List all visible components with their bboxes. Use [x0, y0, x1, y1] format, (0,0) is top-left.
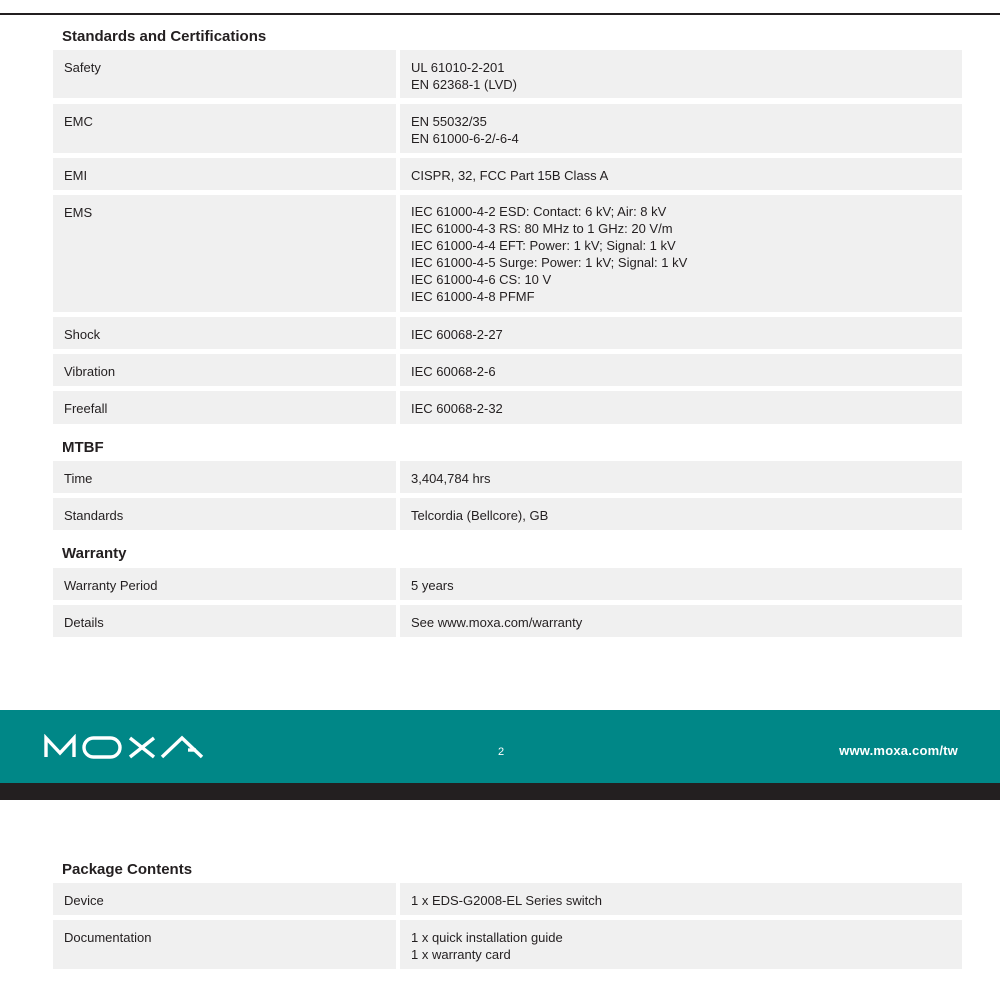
table-row	[53, 158, 962, 190]
value-line: IEC 61000-4-8 PFMF	[411, 289, 535, 304]
value-line: IEC 60068-2-27	[411, 327, 503, 342]
value-line: 1 x warranty card	[411, 947, 511, 962]
row-label: Details	[53, 605, 396, 637]
row-label: Warranty Period	[53, 568, 396, 600]
row-value	[400, 391, 962, 424]
value-line: IEC 61000-4-6 CS: 10 V	[411, 272, 552, 287]
row-value	[400, 920, 962, 969]
footer-dark-strip	[0, 783, 1000, 800]
value-line: IEC 61000-4-4 EFT: Power: 1 kV; Signal: 1 kV	[411, 238, 676, 253]
table-row	[53, 498, 962, 530]
row-label: Device	[53, 883, 396, 915]
table-row	[53, 50, 962, 98]
value-line: EN 55032/35	[411, 114, 487, 129]
section-title-package-contents: Package Contents	[62, 861, 193, 878]
section-title-warranty: Warranty	[62, 545, 127, 562]
table-row	[53, 104, 962, 153]
section-title-mtbf: MTBF	[62, 439, 104, 456]
value-line: 1 x quick installation guide	[411, 930, 563, 945]
row-label: Time	[53, 461, 396, 493]
table-row	[53, 354, 962, 386]
value-line: Telcordia (Bellcore), GB	[411, 508, 549, 523]
table-row	[53, 195, 962, 312]
row-value	[400, 158, 962, 190]
row-label: Safety	[53, 50, 396, 98]
row-value	[400, 568, 962, 600]
value-line: IEC 61000-4-5 Surge: Power: 1 kV; Signal: 1 kV	[411, 255, 688, 270]
row-label: Vibration	[53, 354, 396, 386]
table-row	[53, 883, 962, 915]
row-label: EMI	[53, 158, 396, 190]
top-rule	[0, 13, 1000, 15]
value-line: 1 x EDS-G2008-EL Series switch	[411, 893, 602, 908]
section-title-standards: Standards and Certifications	[62, 28, 267, 45]
value-line: IEC 61000-4-3 RS: 80 MHz to 1 GHz: 20 V/m	[411, 221, 673, 236]
value-line: CISPR, 32, FCC Part 15B Class A	[411, 168, 609, 183]
row-value	[400, 498, 962, 530]
row-value	[400, 195, 962, 312]
value-line: UL 61010-2-201	[411, 60, 505, 75]
page-number: 2	[498, 746, 505, 758]
value-line: EN 61000-6-2/-6-4	[411, 131, 519, 146]
table-row	[53, 568, 962, 600]
row-value	[400, 605, 962, 637]
footer-url[interactable]: www.moxa.com/tw	[839, 743, 958, 758]
row-label: Shock	[53, 317, 396, 349]
table-row	[53, 920, 962, 969]
value-line: See www.moxa.com/warranty	[411, 615, 583, 630]
table-row	[53, 391, 962, 424]
row-value	[400, 461, 962, 493]
row-label: Documentation	[53, 920, 396, 969]
value-line: IEC 60068-2-32	[411, 401, 503, 416]
value-line: 5 years	[411, 578, 454, 593]
value-line: EN 62368-1 (LVD)	[411, 77, 517, 92]
row-value	[400, 354, 962, 386]
row-value	[400, 104, 962, 153]
value-line: IEC 61000-4-2 ESD: Contact: 6 kV; Air: 8 kV	[411, 204, 667, 219]
value-line: 3,404,784 hrs	[411, 471, 491, 486]
row-label: Freefall	[53, 391, 396, 424]
value-line: IEC 60068-2-6	[411, 364, 496, 379]
row-value	[400, 883, 962, 915]
row-label: Standards	[53, 498, 396, 530]
row-label: EMS	[53, 195, 396, 312]
row-value	[400, 317, 962, 349]
table-row	[53, 317, 962, 349]
table-row	[53, 461, 962, 493]
row-label: EMC	[53, 104, 396, 153]
table-row	[53, 605, 962, 637]
row-value	[400, 50, 962, 98]
moxa-logo-icon	[44, 734, 212, 760]
